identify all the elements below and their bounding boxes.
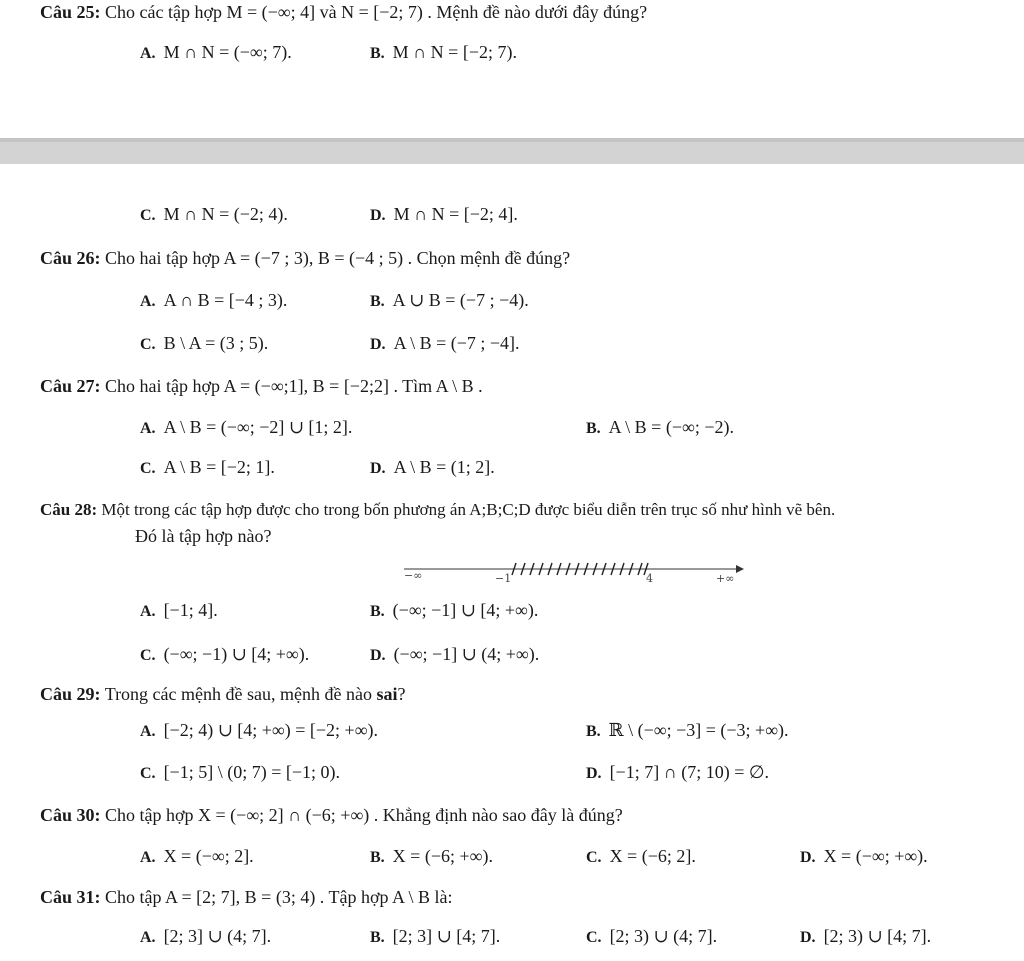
question-28-stem-line2 [135, 526, 271, 547]
option-letter: C. [140, 647, 156, 664]
label-plus-infinity: +∞ [716, 572, 735, 585]
question-text-continued: Đó là tập hợp nào? [135, 526, 272, 546]
option-b[interactable] [370, 42, 517, 63]
option-letter: C. [140, 765, 156, 782]
option-a[interactable] [140, 720, 378, 741]
question-number: Câu 31: [40, 887, 101, 907]
option-letter: A. [140, 723, 156, 740]
question-number: Câu 29: [40, 684, 101, 704]
option-letter: A. [140, 929, 156, 946]
question-text: Trong các mệnh đề sau, mệnh đề nào [104, 684, 372, 704]
option-a[interactable] [140, 846, 254, 867]
option-letter: C. [140, 460, 156, 477]
option-text: X = (−∞; +∞). [823, 846, 928, 866]
option-letter: D. [586, 765, 602, 782]
option-letter: B. [370, 45, 385, 62]
option-d[interactable] [370, 457, 495, 478]
option-letter: A. [140, 420, 156, 437]
question-30-stem [40, 805, 623, 826]
question-29-stem [40, 684, 406, 705]
option-text: M ∩ N = [−2; 7). [392, 42, 517, 62]
option-letter: D. [800, 929, 816, 946]
option-text: A \ B = (−∞; −2] ∪ [1; 2]. [163, 417, 353, 437]
question-mark: ? [397, 684, 406, 704]
option-a[interactable] [140, 417, 352, 438]
option-b[interactable] [370, 600, 538, 621]
option-text: [−1; 5] \ (0; 7) = [−1; 0). [163, 762, 340, 782]
label-four: 4 [646, 572, 653, 585]
question-25-stem [40, 2, 647, 23]
option-c[interactable] [140, 644, 309, 665]
option-letter: C. [586, 849, 602, 866]
option-letter: A. [140, 603, 156, 620]
option-a[interactable] [140, 42, 292, 63]
option-text: A \ B = (−7 ; −4]. [393, 333, 520, 353]
number-line-figure [400, 556, 750, 590]
option-text: A \ B = (1; 2]. [393, 457, 495, 477]
option-letter: A. [140, 849, 156, 866]
option-b[interactable] [370, 926, 500, 947]
option-text: B \ A = (3 ; 5). [163, 333, 269, 353]
option-d[interactable] [370, 204, 518, 225]
option-text: [2; 3] ∪ (4; 7]. [163, 926, 272, 946]
label-minus-one: −1 [495, 572, 512, 585]
option-c[interactable] [586, 846, 696, 867]
question-keyword: sai [376, 684, 398, 704]
axis-arrow-icon [736, 565, 744, 573]
option-text: [2; 3) ∪ (4; 7]. [609, 926, 718, 946]
option-text: [−1; 7] ∩ (7; 10) = ∅. [609, 762, 770, 782]
option-b[interactable] [586, 720, 789, 741]
option-d[interactable] [800, 846, 928, 867]
option-text: ℝ \ (−∞; −3] = (−3; +∞). [608, 720, 789, 740]
option-c[interactable] [586, 926, 717, 947]
page-separator [0, 138, 1024, 164]
question-28-stem [40, 500, 835, 520]
option-text: A ∪ B = (−7 ; −4). [392, 290, 529, 310]
option-letter: D. [370, 647, 386, 664]
question-26-stem [40, 248, 570, 269]
question-number: Câu 26: [40, 248, 101, 268]
option-text: (−∞; −1] ∪ [4; +∞). [392, 600, 539, 620]
option-letter: A. [140, 45, 156, 62]
option-letter: B. [370, 603, 385, 620]
question-number: Câu 27: [40, 376, 101, 396]
question-text: Cho các tập hợp M = (−∞; 4] và N = [−2; 7) . Mệnh đề nào dưới đây đúng? [105, 2, 648, 22]
option-letter: C. [140, 207, 156, 224]
question-number: Câu 30: [40, 805, 101, 825]
option-text: (−∞; −1) ∪ [4; +∞). [163, 644, 310, 664]
option-letter: D. [800, 849, 816, 866]
option-text: (−∞; −1] ∪ (4; +∞). [393, 644, 540, 664]
option-letter: B. [586, 420, 601, 437]
option-text: X = (−∞; 2]. [163, 846, 254, 866]
option-text: [−1; 4]. [163, 600, 218, 620]
option-b[interactable] [370, 290, 529, 311]
question-text: Cho tập hợp X = (−∞; 2] ∩ (−6; +∞) . Khẳng định nào sao đây là đúng? [105, 805, 623, 825]
option-text: M ∩ N = (−∞; 7). [163, 42, 292, 62]
option-a[interactable] [140, 600, 218, 621]
question-text: Cho tập A = [2; 7], B = (3; 4) . Tập hợp A \ B là: [105, 887, 453, 907]
option-d[interactable] [800, 926, 931, 947]
option-text: [−2; 4) ∪ [4; +∞) = [−2; +∞). [163, 720, 379, 740]
option-letter: C. [586, 929, 602, 946]
option-b[interactable] [370, 846, 493, 867]
option-c[interactable] [140, 457, 275, 478]
option-a[interactable] [140, 290, 287, 311]
option-letter: D. [370, 460, 386, 477]
option-letter: B. [370, 929, 385, 946]
question-text: Một trong các tập hợp được cho trong bốn phương án A;B;C;D được biểu diễn trên trục số như hình vẽ bên. [101, 500, 836, 519]
option-c[interactable] [140, 333, 268, 354]
option-b[interactable] [586, 417, 734, 438]
question-text: Cho hai tập hợp A = (−∞;1], B = [−2;2] . Tìm A \ B . [105, 376, 483, 396]
question-27-stem [40, 376, 483, 397]
option-text: A \ B = (−∞; −2). [608, 417, 734, 437]
option-text: X = (−6; +∞). [392, 846, 493, 866]
separator-shade [0, 138, 1024, 142]
option-a[interactable] [140, 926, 271, 947]
option-letter: A. [140, 293, 156, 310]
question-31-stem [40, 887, 453, 908]
question-text: Cho hai tập hợp A = (−7 ; 3), B = (−4 ; 5) . Chọn mệnh đề đúng? [105, 248, 571, 268]
option-text: M ∩ N = [−2; 4]. [393, 204, 518, 224]
option-letter: C. [140, 336, 156, 353]
option-letter: D. [370, 207, 386, 224]
option-d[interactable] [370, 333, 520, 354]
option-c[interactable] [140, 204, 288, 225]
option-letter: B. [586, 723, 601, 740]
question-number: Câu 28: [40, 500, 98, 519]
question-number: Câu 25: [40, 2, 101, 22]
option-d[interactable] [370, 644, 539, 665]
option-c[interactable] [140, 762, 340, 783]
label-minus-infinity: −∞ [404, 569, 423, 582]
option-text: A \ B = [−2; 1]. [163, 457, 275, 477]
option-d[interactable] [586, 762, 769, 783]
option-letter: B. [370, 849, 385, 866]
option-letter: D. [370, 336, 386, 353]
option-text: X = (−6; 2]. [609, 846, 696, 866]
option-text: M ∩ N = (−2; 4). [163, 204, 288, 224]
option-text: [2; 3) ∪ [4; 7]. [823, 926, 932, 946]
option-text: A ∩ B = [−4 ; 3). [163, 290, 288, 310]
option-text: [2; 3] ∪ [4; 7]. [392, 926, 501, 946]
option-letter: B. [370, 293, 385, 310]
